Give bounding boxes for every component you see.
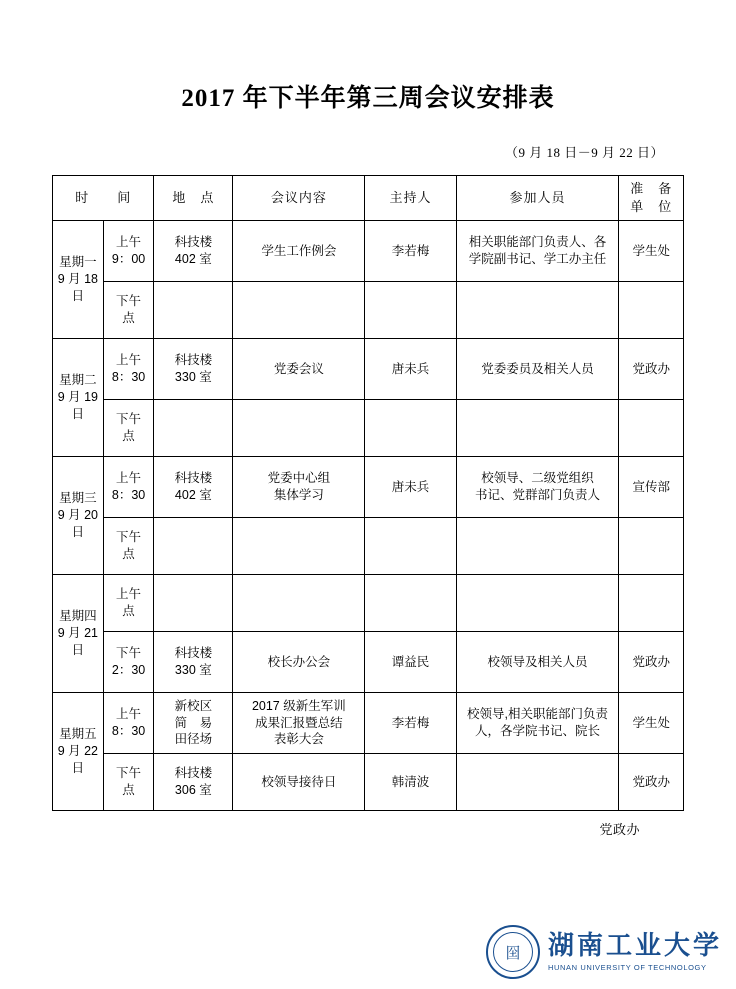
attendees-cell: 校领导及相关人员 — [456, 632, 619, 693]
topic-line2: 集体学习 — [273, 488, 324, 502]
topic-line3: 表彰大会 — [273, 732, 324, 747]
day-name: 星期三 — [59, 491, 97, 506]
time-clock: 8：30 — [111, 370, 146, 384]
header-org-line1: 准 备 — [630, 181, 673, 197]
header-attendees: 参加人员 — [456, 176, 619, 221]
day-cell-wednesday — [53, 457, 104, 575]
org-cell: 宣传部 — [619, 457, 684, 518]
place-line2: 306 室 — [174, 783, 212, 797]
time-clock: 点 — [122, 547, 135, 561]
schedule-table — [52, 175, 684, 811]
university-logo — [486, 925, 722, 979]
time-cell — [103, 518, 154, 575]
host-cell: 谭益民 — [365, 632, 456, 693]
table-row — [53, 282, 684, 339]
footer-org: 党政办 — [599, 822, 640, 837]
header-place: 地 点 — [154, 176, 233, 221]
topic-cell — [233, 282, 365, 339]
day-name: 星期四 — [59, 609, 97, 624]
attendees-line2: 书记、党群部门负责人 — [475, 488, 601, 502]
time-clock: 点 — [122, 429, 135, 443]
attendees-cell — [456, 282, 619, 339]
attendees-cell — [456, 518, 619, 575]
host-cell — [365, 518, 456, 575]
org-cell — [619, 282, 684, 339]
place-line2: 330 室 — [174, 663, 212, 677]
time-cell — [103, 400, 154, 457]
place-cell — [154, 221, 233, 282]
topic-cell — [233, 575, 365, 632]
attendees-cell — [456, 457, 619, 518]
time-period: 下午 — [116, 646, 142, 661]
host-cell — [365, 400, 456, 457]
header-topic: 会议内容 — [233, 176, 365, 221]
day-date: 9 月 21 日 — [57, 626, 98, 657]
host-cell: 李若梅 — [365, 693, 456, 754]
place-cell — [154, 282, 233, 339]
time-period: 下午 — [116, 766, 142, 781]
date-range: （9 月 18 日－9 月 22 日） — [504, 145, 664, 160]
place-line1: 科技楼 — [174, 471, 213, 486]
table-row — [53, 632, 684, 693]
table-row — [53, 221, 684, 282]
page-title: 2017 年下半年第三周会议安排表 — [181, 85, 555, 112]
attendees-cell: 党委委员及相关人员 — [456, 339, 619, 400]
time-clock: 点 — [122, 604, 135, 618]
org-cell — [619, 575, 684, 632]
time-clock: 点 — [122, 311, 135, 325]
topic-line1: 党委中心组 — [267, 471, 331, 486]
attendees-cell — [456, 754, 619, 811]
attendees-cell — [456, 400, 619, 457]
topic-line1: 2017 级新生军训 — [251, 698, 346, 713]
attendees-line2: 学院副书记、学工办主任 — [468, 252, 607, 266]
place-cell — [154, 457, 233, 518]
time-cell — [103, 754, 154, 811]
org-cell: 党政办 — [619, 339, 684, 400]
host-cell: 唐未兵 — [365, 457, 456, 518]
day-cell-friday — [53, 693, 104, 811]
host-cell: 唐未兵 — [365, 339, 456, 400]
logo-name-cn: 湖南工业大学 — [547, 931, 722, 961]
header-org — [619, 176, 684, 221]
host-cell — [365, 575, 456, 632]
attendees-cell — [456, 693, 619, 754]
place-cell — [154, 632, 233, 693]
place-cell — [154, 400, 233, 457]
place-cell — [154, 754, 233, 811]
table-row — [53, 754, 684, 811]
place-line1: 科技楼 — [174, 766, 213, 781]
time-period: 下午 — [116, 412, 142, 427]
topic-cell — [233, 457, 365, 518]
university-seal-icon — [486, 925, 540, 979]
topic-cell: 校领导接待日 — [233, 754, 365, 811]
attendees-line1: 校领导、二级党组织 — [481, 471, 594, 486]
time-cell — [103, 282, 154, 339]
time-clock: 点 — [122, 783, 135, 797]
time-period: 上午 — [116, 587, 142, 602]
day-cell-thursday — [53, 575, 104, 693]
day-name: 星期一 — [59, 255, 97, 270]
time-cell — [103, 339, 154, 400]
schedule-table-wrap — [52, 175, 684, 811]
topic-cell — [233, 400, 365, 457]
table-row — [53, 575, 684, 632]
org-cell — [619, 518, 684, 575]
day-date: 9 月 20 日 — [57, 508, 98, 539]
header-host: 主持人 — [365, 176, 456, 221]
time-cell — [103, 221, 154, 282]
topic-cell: 校长办公会 — [233, 632, 365, 693]
attendees-cell — [456, 575, 619, 632]
place-cell — [154, 575, 233, 632]
place-line2: 330 室 — [174, 370, 212, 384]
place-line1: 科技楼 — [174, 235, 213, 250]
attendees-line1: 相关职能部门负责人、各 — [468, 235, 607, 250]
time-cell — [103, 693, 154, 754]
topic-line2: 成果汇报暨总结 — [255, 715, 343, 730]
logo-name-en: HUNAN UNIVERSITY OF TECHNOLOGY — [547, 962, 707, 972]
place-line1: 新校区 — [174, 698, 213, 713]
time-period: 上午 — [116, 471, 142, 486]
time-period: 上午 — [116, 707, 142, 722]
host-cell — [365, 282, 456, 339]
place-line3: 田径场 — [174, 732, 213, 747]
org-cell: 党政办 — [619, 632, 684, 693]
table-row — [53, 693, 684, 754]
topic-cell: 党委会议 — [233, 339, 365, 400]
org-cell: 党政办 — [619, 754, 684, 811]
time-period: 上午 — [116, 235, 142, 250]
time-period: 上午 — [116, 353, 142, 368]
time-cell — [103, 457, 154, 518]
place-line1: 科技楼 — [174, 353, 213, 368]
topic-cell — [233, 693, 365, 754]
time-period: 下午 — [116, 294, 142, 309]
time-clock: 8：30 — [111, 488, 146, 502]
day-name: 星期二 — [59, 373, 97, 388]
day-date: 9 月 19 日 — [57, 390, 98, 421]
time-clock: 9：00 — [111, 252, 146, 266]
place-line1: 科技楼 — [174, 646, 213, 661]
topic-cell — [233, 518, 365, 575]
host-cell: 韩清波 — [365, 754, 456, 811]
logo-text — [548, 932, 722, 971]
attendees-line1: 校领导,相关职能部门负责 — [467, 707, 608, 722]
table-row — [53, 457, 684, 518]
header-org-line2: 单 位 — [630, 199, 673, 214]
day-date: 9 月 22 日 — [57, 744, 98, 775]
attendees-line2: 人，各学院书记、院长 — [475, 724, 601, 738]
org-cell — [619, 400, 684, 457]
header-time: 时 间 — [53, 176, 154, 221]
day-cell-monday — [53, 221, 104, 339]
place-cell — [154, 518, 233, 575]
place-cell — [154, 693, 233, 754]
host-cell: 李若梅 — [365, 221, 456, 282]
org-cell: 学生处 — [619, 693, 684, 754]
day-date: 9 月 18 日 — [57, 272, 98, 303]
day-name: 星期五 — [59, 727, 97, 742]
table-row — [53, 400, 684, 457]
place-line2: 402 室 — [174, 252, 212, 266]
place-line2: 简 易 — [174, 715, 213, 730]
time-clock: 8：30 — [111, 724, 146, 738]
document-page — [0, 78, 736, 989]
table-header-row — [53, 176, 684, 221]
table-row — [53, 518, 684, 575]
topic-cell: 学生工作例会 — [233, 221, 365, 282]
attendees-cell — [456, 221, 619, 282]
time-cell — [103, 632, 154, 693]
day-cell-tuesday — [53, 339, 104, 457]
seal-inner-char: 囶 — [493, 932, 533, 972]
time-cell — [103, 575, 154, 632]
time-clock: 2：30 — [111, 663, 146, 677]
place-cell — [154, 339, 233, 400]
place-line2: 402 室 — [174, 488, 212, 502]
org-cell: 学生处 — [619, 221, 684, 282]
table-row — [53, 339, 684, 400]
time-period: 下午 — [116, 530, 142, 545]
